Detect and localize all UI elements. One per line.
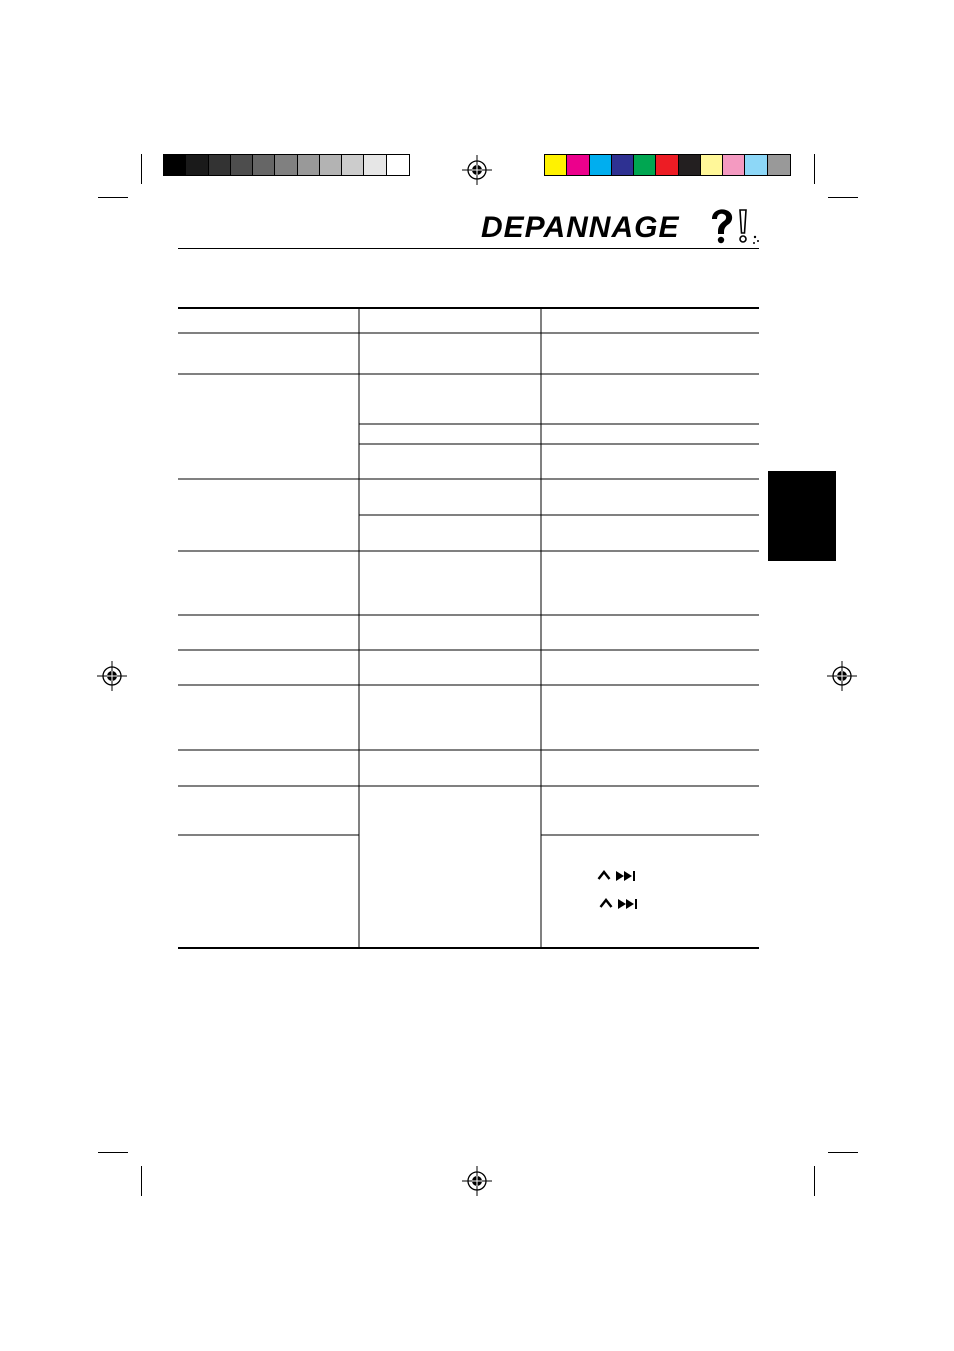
skip-forward-icon	[618, 898, 640, 910]
chevron-up-icon	[599, 897, 613, 909]
page-title: DEPANNAGE	[481, 211, 680, 244]
chevron-up-icon	[597, 869, 611, 881]
skip-forward-icon	[616, 870, 638, 882]
